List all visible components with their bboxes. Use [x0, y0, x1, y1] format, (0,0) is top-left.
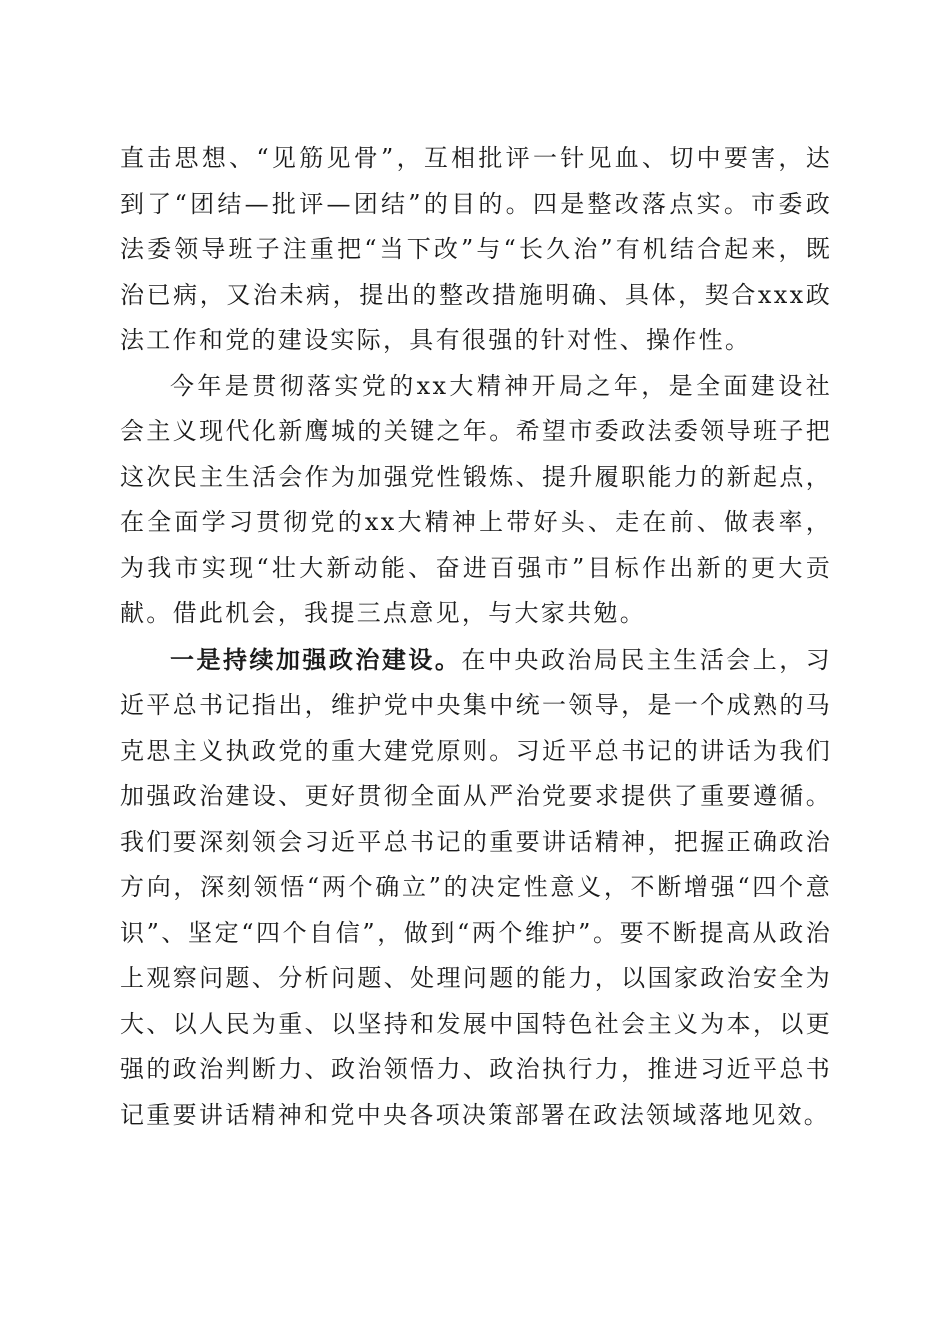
- paragraph-text: 在中央政治局民主生活会上，习近平总书记指出，维护党中央集中统一领导，是一个成熟的马克思主义执政党的重大建党原则。习近平总书记的讲话为我们加强政治建设、更好贯彻全面从严治党要求提供了重要遵循。我们要深刻领会习近平总书记的重要讲话精神，把握正确政治方向，深刻领悟“两个确立”的决定性意义，不断增强“四个意识”、坚定“四个自信”，做到“两个维护”。要不断提高从政治上观察问题、分析问题、处理问题的能力，以国家政治安全为大、以人民为重、以坚持和发展中国特色社会主义为本，以更强的政治判断力、政治领悟力、政治执行力，推进习近平总书记重要讲话精神和党中央各项决策部署在政法领域落地见效。: [120, 645, 832, 1129]
- paragraph-text: 今年是贯彻落实党的xx大精神开局之年，是全面建设社会主义现代化新鹰城的关键之年。希望市委政法委领导班子把这次民主生活会作为加强党性锻炼、提升履职能力的新起点，在全面学习贯彻党的xx大精神上带好头、走在前、做表率，为我市实现“壮大新动能、奋进百强市”目标作出新的更大贡献。借此机会，我提三点意见，与大家共勉。: [120, 371, 832, 627]
- paragraph-continuation: [120, 136, 832, 364]
- paragraph-political-building: [120, 637, 832, 1139]
- paragraph-lead-heading: 一是持续加强政治建设。: [170, 644, 462, 674]
- document-body: [120, 136, 832, 1138]
- paragraph-new-year: [120, 364, 832, 637]
- paragraph-text: 直击思想、“见筋见骨”，互相批评一针见血、切中要害，达到了“团结—批评—团结”的目的。四是整改落点实。市委政法委领导班子注重把“当下改”与“长久治”有机结合起来，既治已病，又治未病，提出的整改措施明确、具体，契合xxx政法工作和党的建设实际，具有很强的针对性、操作性。: [120, 144, 832, 354]
